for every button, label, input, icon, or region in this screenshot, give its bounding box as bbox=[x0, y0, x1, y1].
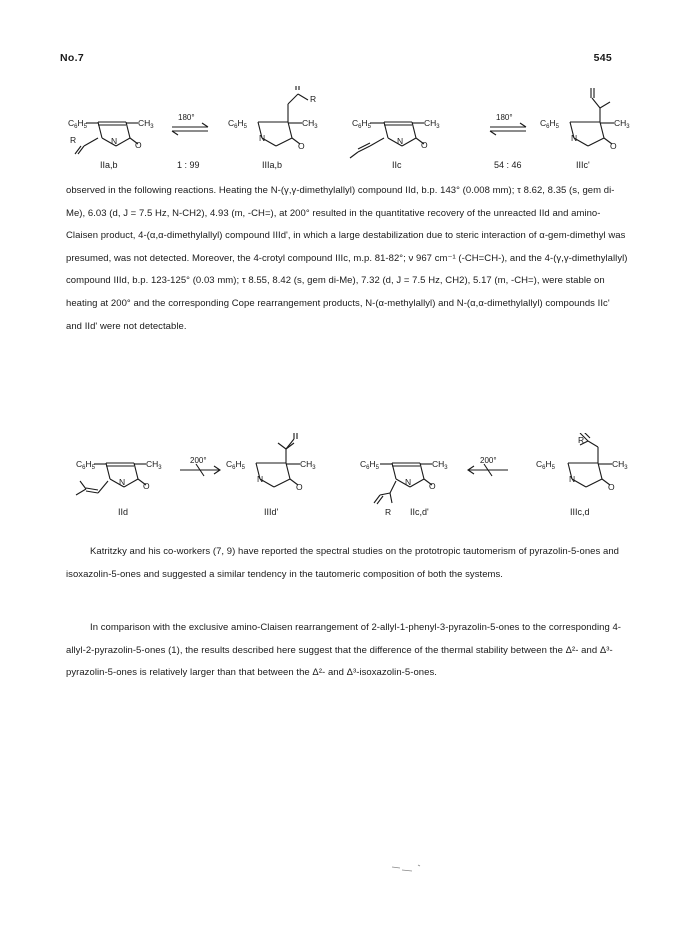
methyl-label: $CH_3$ bbox=[138, 118, 154, 130]
reaction-scheme-2 bbox=[40, 433, 650, 538]
compound-label: IIIc,d bbox=[570, 507, 590, 517]
phenyl-label: $C_6H_5$ bbox=[228, 118, 247, 130]
structure-iic-d-prime bbox=[374, 463, 432, 504]
phenyl-label: $C_6H_5$ bbox=[352, 118, 371, 130]
methyl-label: $CH_3$ bbox=[432, 459, 448, 471]
methyl-label: $CH_3$ bbox=[612, 459, 628, 471]
arrow-temp-label: 180° bbox=[178, 113, 195, 122]
compound-label: IIc bbox=[392, 160, 402, 170]
oxygen-label: O bbox=[135, 140, 142, 150]
phenyl-label: $C_6H_5$ bbox=[540, 118, 559, 130]
paragraph-observations bbox=[66, 180, 628, 338]
arrow-temp-label: 200° bbox=[190, 456, 207, 465]
compound-label: IIc,d' bbox=[410, 507, 429, 517]
r-group-label: R bbox=[385, 507, 392, 517]
arrow-temp-label: 180° bbox=[496, 113, 513, 122]
equilibrium-arrow-1 bbox=[172, 123, 208, 135]
r-group-label: R bbox=[578, 435, 585, 445]
compound-label: IIId' bbox=[264, 507, 279, 517]
scheme-2-captions bbox=[118, 507, 590, 517]
oxygen-label: O bbox=[608, 482, 615, 492]
oxygen-label: O bbox=[421, 140, 428, 150]
oxygen-label: O bbox=[429, 481, 436, 491]
phenyl-label: $C_6H_5$ bbox=[536, 459, 555, 471]
paragraph-katritzky bbox=[66, 541, 628, 586]
compound-label: IIIc' bbox=[576, 160, 590, 170]
reaction-arrow-forward bbox=[180, 464, 220, 476]
methyl-label: $CH_3$ bbox=[424, 118, 440, 130]
compound-label: IId bbox=[118, 507, 129, 517]
phenyl-label: $C_6H_5$ bbox=[76, 459, 95, 471]
nitrogen-label: N bbox=[571, 133, 578, 143]
phenyl-label: $C_6H_5$ bbox=[226, 459, 245, 471]
nitrogen-label: N bbox=[111, 136, 118, 146]
nitrogen-label: N bbox=[259, 133, 266, 143]
compound-label: IIIa,b bbox=[262, 160, 283, 170]
compound-label: IIa,b bbox=[100, 160, 118, 170]
methyl-label: $CH_3$ bbox=[614, 118, 630, 130]
oxygen-label: O bbox=[298, 141, 305, 151]
oxygen-label: O bbox=[296, 482, 303, 492]
oxygen-label: O bbox=[610, 141, 617, 151]
methyl-label: $CH_3$ bbox=[300, 459, 316, 471]
nitrogen-label: N bbox=[405, 477, 412, 487]
paragraph-text: Katritzky and his co-workers (7, 9) have reported the spectral studies on the prototropic tautomerism of pyrazolin-5-ones and isoxazolin-5-ones and suggested a similar tendency in the tautomeric composition of both the systems. bbox=[66, 546, 619, 580]
methyl-label: $CH_3$ bbox=[146, 459, 162, 471]
equilibrium-arrow-2 bbox=[490, 123, 526, 135]
paragraph-comparison bbox=[66, 617, 628, 685]
phenyl-label: $C_6H_5$ bbox=[68, 118, 87, 130]
r-group-label: R bbox=[310, 94, 317, 104]
page-number: 545 bbox=[593, 52, 612, 64]
scheme-1-drawing bbox=[40, 86, 650, 186]
ratio-label: 54 : 46 bbox=[494, 160, 522, 170]
methyl-label: $CH_3$ bbox=[302, 118, 318, 130]
nitrogen-label: N bbox=[257, 474, 264, 484]
phenyl-label: $C_6H_5$ bbox=[360, 459, 379, 471]
scheme-2-atom-labels bbox=[76, 435, 628, 517]
r-group-label: R bbox=[70, 135, 77, 145]
reaction-scheme-1 bbox=[40, 86, 650, 186]
ratio-label: 1 : 99 bbox=[177, 160, 200, 170]
nitrogen-label: N bbox=[119, 477, 126, 487]
oxygen-label: O bbox=[143, 481, 150, 491]
paragraph-text: observed in the following reactions. Heating the N-(γ,γ-dimethylallyl) compound IId, b.p. 143° (0.008 mm); τ 8.62, 8.35 (s, gem di-Me), 6.03 (d, J = 7.5 Hz, N-CH2), 4.93 (m, -CH=), at 200° resulted in the quantitative recovery of the unreacted IId and amino-Claisen product, 4-(α,α-dimethylallyl) compound IIId', in which a large destabilization due to steric interaction of α-gem-dimethyl was presumed, was not detected. Moreover, the 4-crotyl compound IIIc, m.p. 81-82°; ν 967 cm⁻¹ (-CH=CH-), and the 4-(γ,γ-dimethylallyl) compound IIId, b.p. 123-125° (0.03 mm); τ 8.55, 8.42 (s, gem di-Me), 7.32 (d, J = 7.5 Hz, CH2), 5.17 (m, -CH=), were stable on heating at 200° and the corresponding Cope rearrangement products, N-(α-methylallyl) and N-(α,α-dimethylallyl) compounds IIc' and IId' were not detectable. bbox=[66, 185, 628, 332]
nitrogen-label: N bbox=[397, 136, 404, 146]
arrow-temp-label: 200° bbox=[480, 456, 497, 465]
scheme-1-captions bbox=[100, 160, 590, 170]
scan-artifact bbox=[390, 863, 426, 875]
paragraph-text: In comparison with the exclusive amino-Claisen rearrangement of 2-allyl-1-phenyl-3-pyrazolin-5-ones to the corresponding 4-allyl-2-pyrazolin-5-ones (1), the results described here suggest that the difference of the thermal stability between the Δ²- and Δ³-pyrazolin-5-ones is relatively larger than that between the Δ²- and Δ³-isoxazolin-5-ones. bbox=[66, 622, 622, 679]
journal-issue-number: No.7 bbox=[60, 52, 84, 64]
scheme-2-drawing bbox=[40, 433, 650, 538]
scheme-1-atom-labels bbox=[68, 94, 630, 151]
nitrogen-label: N bbox=[569, 474, 576, 484]
structure-iiia-b bbox=[258, 86, 308, 146]
reaction-arrow-reverse bbox=[468, 464, 508, 476]
